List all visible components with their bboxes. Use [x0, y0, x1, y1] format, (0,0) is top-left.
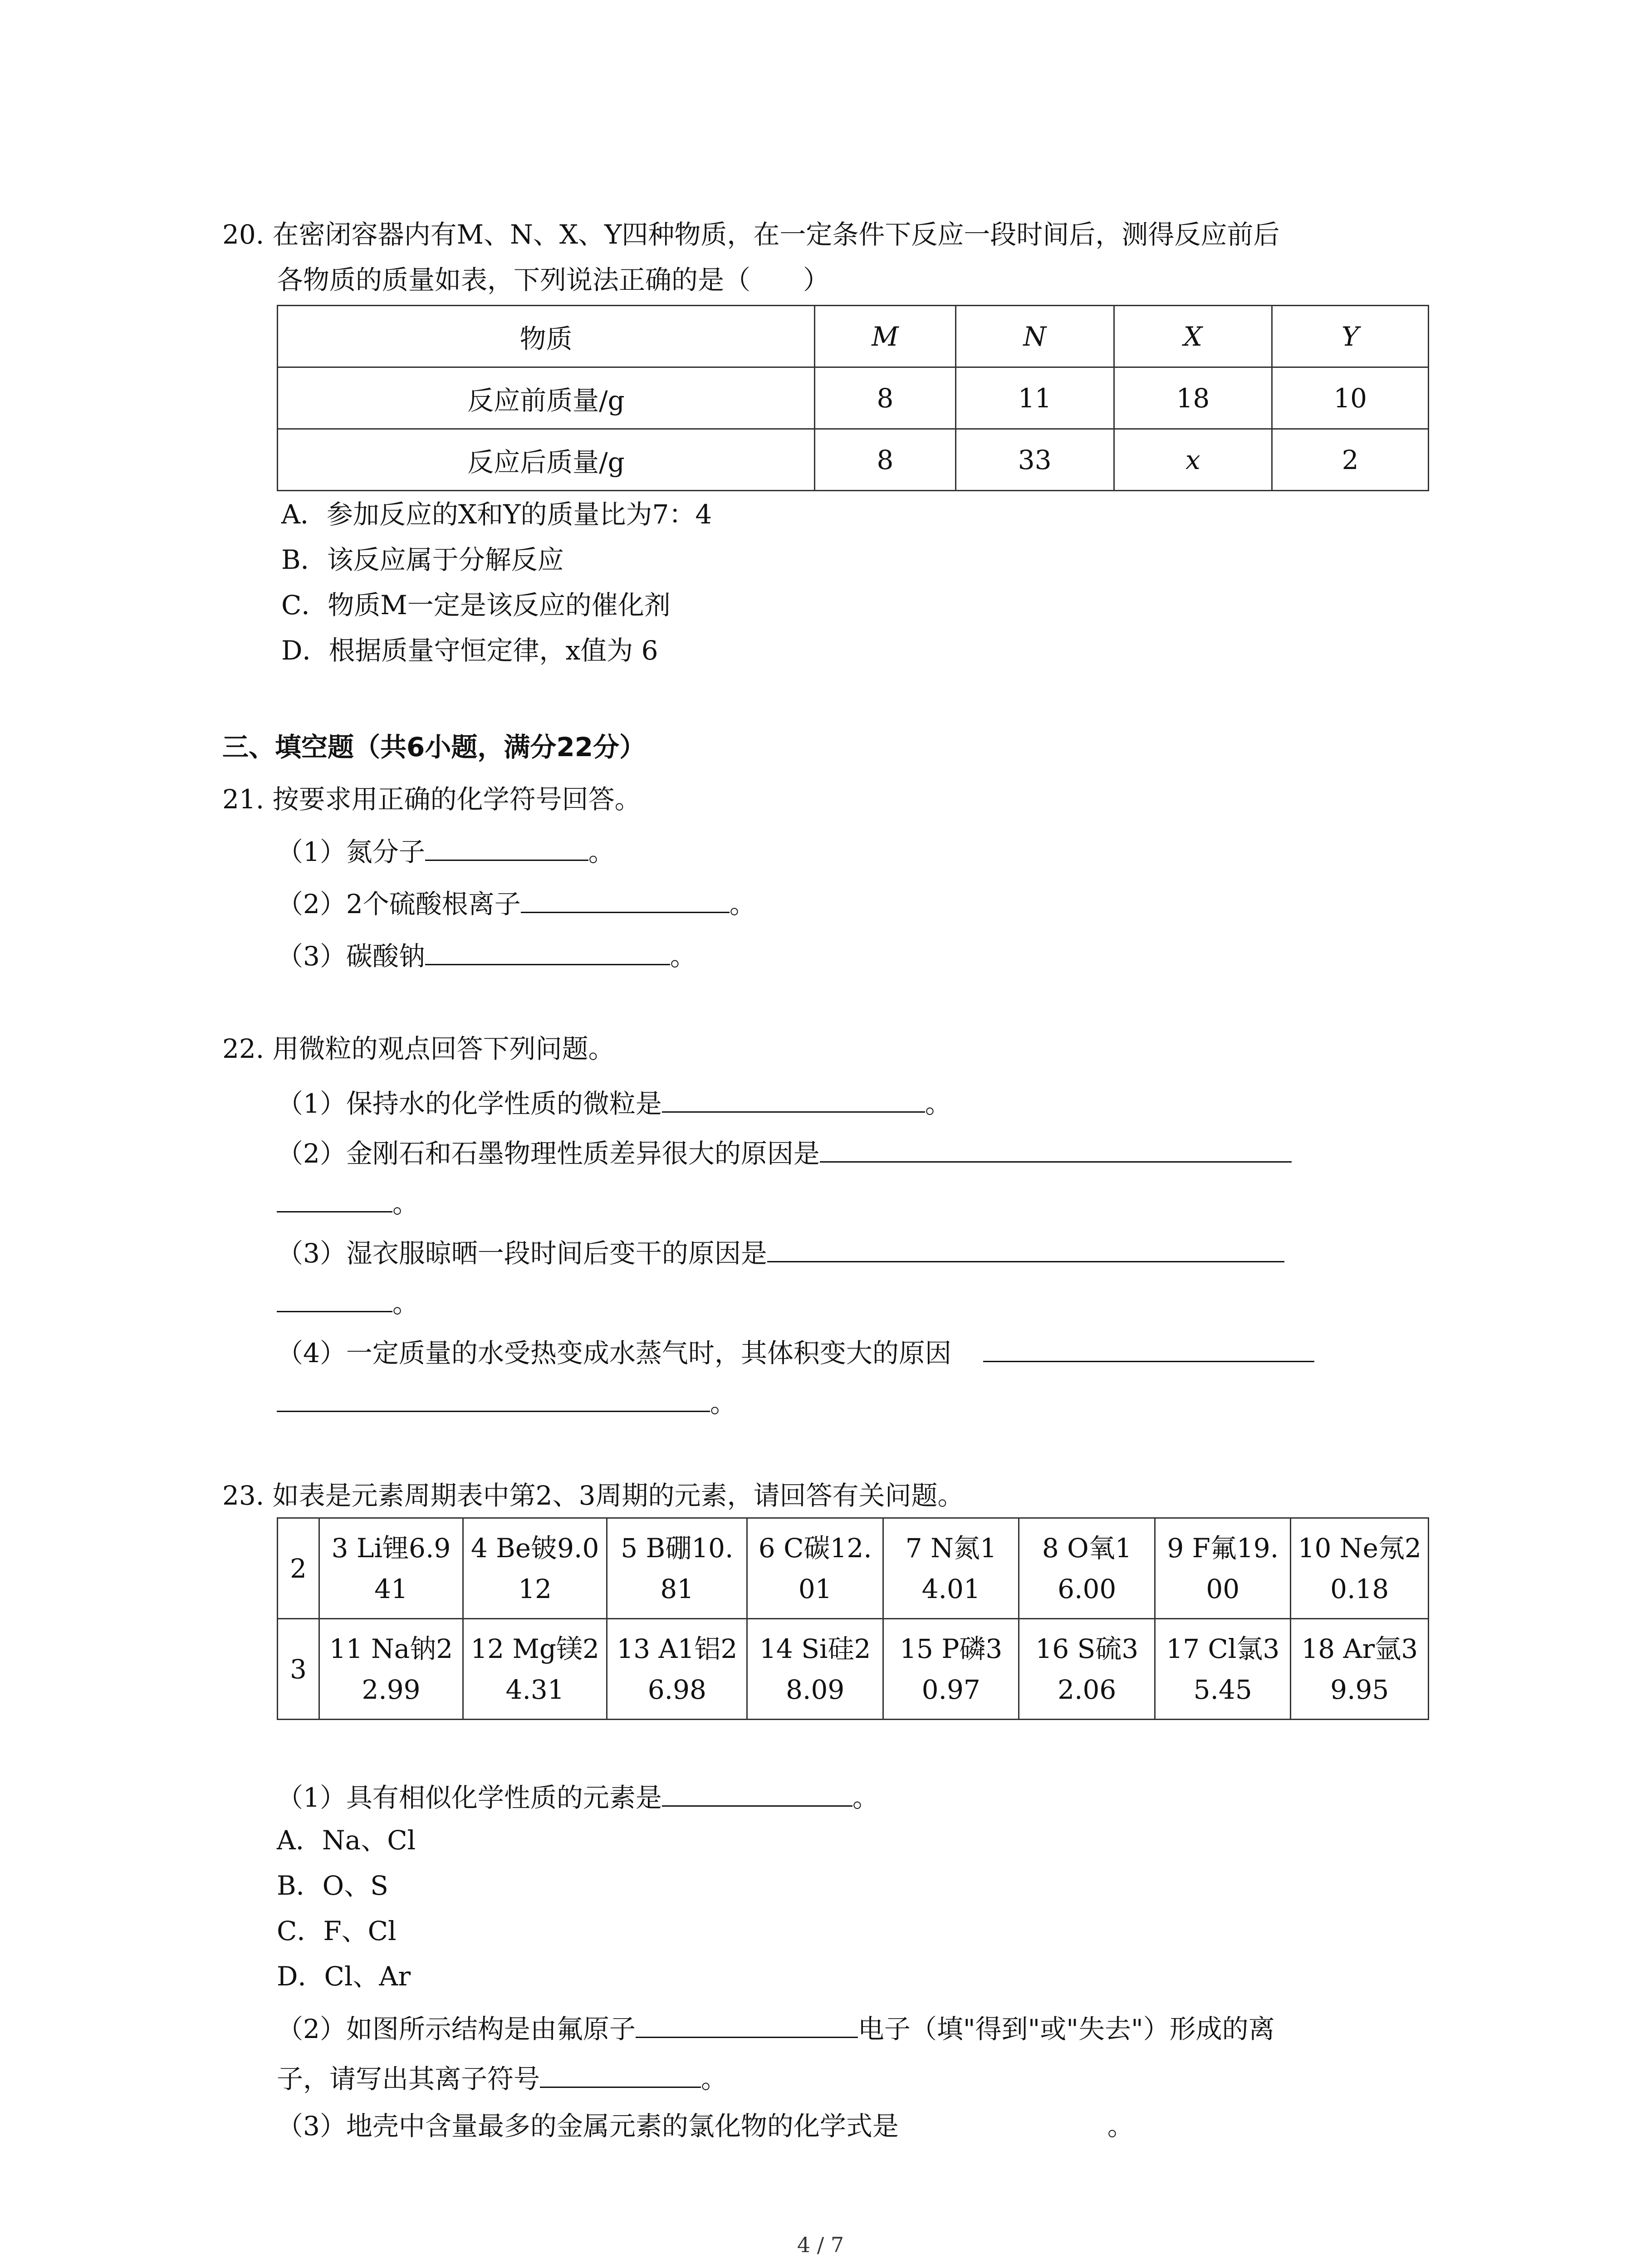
- answer-blank[interactable]: [540, 2063, 701, 2088]
- element-cell: 7 N氮1 4.01: [883, 1518, 1019, 1619]
- q20-row-after: [278, 429, 1429, 491]
- answer-blank[interactable]: [636, 2013, 858, 2038]
- q20-header-x: X: [1114, 306, 1272, 367]
- q23-option-d: D．Cl、Ar: [277, 1961, 411, 1992]
- q22-item1: （1）保持水的化学性质的微粒是 。: [277, 1088, 951, 1119]
- q23-item3: （3）地壳中含量最多的金属元素的氯化物的化学式是 。: [277, 2111, 1134, 2141]
- q22-item2: （2）金刚石和石墨物理性质差异很大的原因是: [277, 1138, 1292, 1167]
- element-cell: 3 Li锂6.9 41: [319, 1518, 463, 1619]
- q21-item1: （1）氮分子 。: [277, 836, 615, 868]
- q23-item2-cont: 子，请写出其离子符号 。: [277, 2063, 728, 2095]
- answer-blank[interactable]: [277, 1287, 392, 1312]
- q21-stem: 21. 按要求用正确的化学符号回答。: [222, 784, 641, 815]
- answer-blank[interactable]: [277, 1387, 710, 1412]
- q21-item2: （2）2个硫酸根离子 。: [277, 889, 756, 920]
- q23-option-b: B．O、S: [277, 1870, 388, 1901]
- q20-cell: 10: [1272, 367, 1429, 429]
- element-cell: 5 B硼10. 81: [607, 1518, 747, 1619]
- q20-cell: 8: [814, 429, 955, 491]
- element-cell: 14 Si硅2 8.09: [747, 1619, 883, 1720]
- q23-option-a: A．Na、Cl: [277, 1825, 416, 1856]
- element-cell: 16 S硫3 2.06: [1019, 1619, 1155, 1720]
- element-cell: 11 Na钠2 2.99: [319, 1619, 463, 1720]
- q22-stem: 22. 用微粒的观点回答下列问题。: [222, 1033, 615, 1064]
- answer-blank[interactable]: [662, 1782, 852, 1807]
- period-row: [278, 1518, 1429, 1619]
- answer-blank[interactable]: [662, 1088, 925, 1113]
- q20-cell: 18: [1114, 367, 1272, 429]
- q20-header-substance: 物质: [278, 306, 815, 367]
- period-number: 2: [278, 1518, 319, 1619]
- answer-blank[interactable]: [425, 940, 670, 965]
- q20-stem-line2: 各物质的质量如表，下列说法正确的是（ ）: [277, 264, 830, 295]
- q22-item2-cont: 。: [277, 1188, 419, 1217]
- q22-item3-cont: 。: [277, 1287, 419, 1316]
- q20-row-before: [278, 367, 1429, 429]
- element-cell: 18 Ar氩3 9.95: [1291, 1619, 1429, 1720]
- periodic-table: [277, 1517, 1429, 1720]
- q23-stem: 23. 如表是元素周期表中第2、3周期的元素，请回答有关问题。: [222, 1480, 964, 1511]
- answer-blank[interactable]: [820, 1138, 1292, 1163]
- q20-option-d: D．根据质量守恒定律，x值为 6: [281, 635, 658, 666]
- q20-header-y: Y: [1272, 306, 1429, 367]
- q20-cell: 33: [955, 429, 1114, 491]
- q20-cell: 2: [1272, 429, 1429, 491]
- answer-blank[interactable]: [425, 836, 588, 861]
- q20-row-label: 反应前质量/g: [278, 367, 815, 429]
- q20-option-a: A．参加反应的X和Y的质量比为7：4: [281, 499, 712, 530]
- page-number: 4 / 7: [797, 2233, 844, 2257]
- answer-blank[interactable]: [277, 1188, 392, 1212]
- element-cell: 17 Cl氯3 5.45: [1155, 1619, 1291, 1720]
- q20-header-n: N: [955, 306, 1114, 367]
- q20-option-c: C．物质M一定是该反应的催化剂: [281, 590, 671, 621]
- q23-option-c: C．F、Cl: [277, 1916, 397, 1946]
- q20-option-b: B．该反应属于分解反应: [281, 544, 564, 575]
- section-title: 三、填空题（共6小题，满分22分）: [222, 732, 646, 763]
- q20-stem-line1: 20. 在密闭容器内有M、N、X、Y四种物质，在一定条件下反应一段时间后，测得反应前后: [222, 219, 1280, 250]
- answer-blank[interactable]: [767, 1237, 1284, 1262]
- element-cell: 9 F氟19. 00: [1155, 1518, 1291, 1619]
- q20-cell: x: [1114, 429, 1272, 491]
- element-cell: 4 Be铍9.0 12: [463, 1518, 607, 1619]
- q20-cell: 8: [814, 367, 955, 429]
- element-cell: 6 C碳12. 01: [747, 1518, 883, 1619]
- q22-item4-cont: 。: [277, 1387, 736, 1416]
- q23-item1: （1）具有相似化学性质的元素是 。: [277, 1782, 879, 1813]
- q22-item4: （4）一定质量的水受热变成水蒸气时，其体积变大的原因: [277, 1337, 1314, 1366]
- element-cell: 12 Mg镁2 4.31: [463, 1619, 607, 1720]
- element-cell: 13 A1铝2 6.98: [607, 1619, 747, 1720]
- element-cell: 8 O氧1 6.00: [1019, 1518, 1155, 1619]
- q22-item3: （3）湿衣服晾晒一段时间后变干的原因是: [277, 1237, 1284, 1266]
- q20-row-label: 反应后质量/g: [278, 429, 815, 491]
- period-row: [278, 1619, 1429, 1720]
- element-cell: 15 P磷3 0.97: [883, 1619, 1019, 1720]
- q23-item2: （2）如图所示结构是由氟原子 电子（填"得到"或"失去"）形成的离: [277, 2014, 1275, 2045]
- q20-header-m: M: [814, 306, 955, 367]
- q21-item3: （3）碳酸钠 。: [277, 941, 696, 972]
- q20-cell: 11: [955, 367, 1114, 429]
- period-number: 3: [278, 1619, 319, 1720]
- element-cell: 10 Ne氖2 0.18: [1291, 1518, 1429, 1619]
- answer-blank[interactable]: [521, 888, 730, 913]
- q20-mass-table: [277, 305, 1429, 491]
- answer-blank[interactable]: [983, 1337, 1314, 1362]
